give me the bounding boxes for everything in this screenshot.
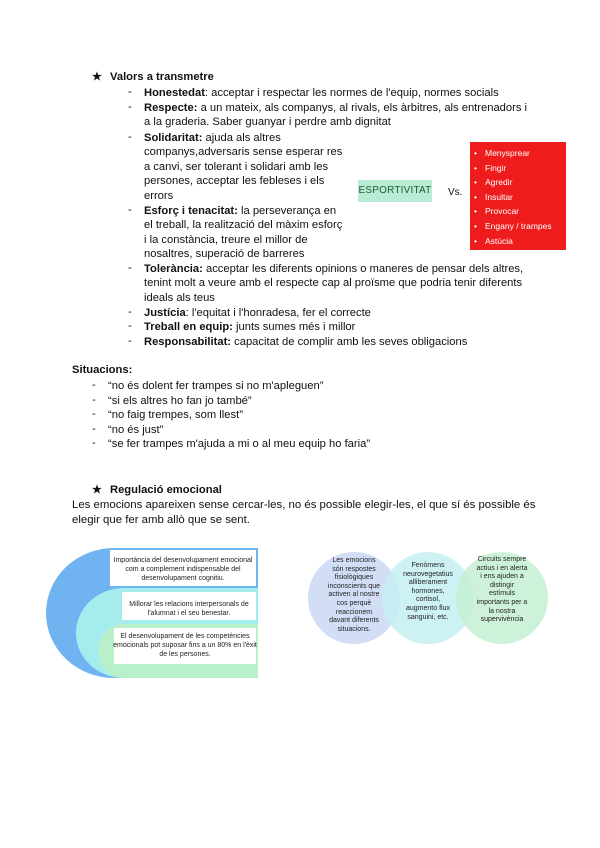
box-1-line: desenvolupament cognitiu. bbox=[141, 575, 225, 582]
value-label: Honestedat bbox=[144, 87, 205, 99]
venn-line: neurovegetatius bbox=[403, 570, 453, 578]
situation-item: “no faig trempes, som llest” bbox=[108, 409, 243, 421]
star-icon: ★ bbox=[92, 71, 103, 83]
list-dash: - bbox=[128, 101, 132, 113]
value-text: : l'equitat i l'honradesa, fer el correcte bbox=[185, 307, 371, 319]
list-dash: - bbox=[128, 306, 132, 318]
venn-line: Les emocions bbox=[332, 557, 376, 564]
value-continuation: nosaltres, superació de barreres bbox=[144, 248, 305, 260]
venn-line: Fenòmens bbox=[411, 562, 445, 569]
value-label: Justícia bbox=[144, 307, 186, 319]
venn-line: sanguini, etc. bbox=[407, 613, 449, 621]
situation-item: “no és just” bbox=[108, 424, 164, 436]
box-3-line: de les persones. bbox=[159, 651, 211, 658]
venn-line: reaccionem bbox=[335, 608, 373, 616]
venn-line: activen al nostre bbox=[328, 591, 380, 599]
esportivitat-box bbox=[358, 180, 432, 202]
list-dash: - bbox=[128, 320, 132, 332]
value-continuation: el treball, la realització del màxim esforç bbox=[144, 219, 343, 231]
situations-title: Situacions: bbox=[72, 364, 133, 376]
list-dash: - bbox=[92, 379, 96, 391]
list-dash: - bbox=[128, 204, 132, 216]
venn-line: estímuls bbox=[488, 590, 516, 598]
negative-text: Engany / trampes bbox=[485, 220, 552, 231]
esportivitat-label: ESPORTIVITAT bbox=[358, 185, 432, 196]
venn-line: hormones, bbox=[411, 587, 445, 595]
value-item bbox=[144, 86, 499, 101]
box-2-line: l'alumnat i el seu benestar. bbox=[147, 610, 231, 617]
negative-text: Provocar bbox=[485, 206, 520, 217]
box-1-line: com a complement indispensable del bbox=[125, 566, 241, 573]
value-item bbox=[144, 131, 281, 146]
star-icon: ★ bbox=[92, 484, 103, 496]
venn-line: fisiològiques bbox=[334, 574, 374, 582]
bullet-icon: • bbox=[474, 206, 477, 217]
value-item bbox=[144, 335, 467, 350]
negatives-box bbox=[470, 142, 566, 250]
venn-line: cos perquè bbox=[336, 599, 372, 607]
bullet-icon: • bbox=[474, 148, 477, 158]
situation-item: “no és dolent fer trampes si no m'apleguen” bbox=[108, 380, 324, 392]
bullet-icon: • bbox=[474, 191, 477, 202]
venn-line: Circuits sempre bbox=[477, 556, 527, 563]
value-label: Responsabilitat: bbox=[144, 336, 232, 348]
venn-circle-text bbox=[314, 557, 394, 634]
bullet-icon: • bbox=[474, 235, 477, 246]
box-2-line: Millorar les relacions interpersonals de bbox=[129, 601, 249, 608]
negative-text: Agredir bbox=[485, 177, 513, 188]
negative-item bbox=[474, 219, 566, 234]
value-continuation: ideals als teus bbox=[144, 292, 215, 304]
box-1-line: Importància del desenvolupament emocional bbox=[113, 557, 253, 564]
list-dash: - bbox=[128, 131, 132, 143]
value-item bbox=[144, 204, 336, 219]
value-text: : acceptar i respectar les normes de l'equip, normes socials bbox=[204, 87, 499, 99]
venn-line: supervivència bbox=[480, 616, 524, 624]
value-text: acceptar les diferents opinions o maneres de pensar dels altres, bbox=[202, 263, 524, 275]
venn-line: situacions. bbox=[337, 625, 371, 633]
venn-line: alliberament bbox=[408, 579, 448, 587]
venn-circle-text bbox=[462, 556, 542, 625]
values-title: Valors a transmetre bbox=[110, 71, 214, 83]
values-heading bbox=[92, 70, 214, 83]
value-text: ajuda als altres bbox=[202, 132, 281, 144]
box-2-text bbox=[122, 600, 256, 618]
regulation-line-2: elegir que fer amb allò que se sent. bbox=[72, 514, 250, 526]
bullet-icon: • bbox=[474, 177, 477, 188]
venn-line: augmento flux bbox=[406, 604, 450, 612]
list-dash: - bbox=[92, 394, 96, 406]
venn-line: inconscients que bbox=[327, 582, 381, 590]
venn-line: i ens ajuden a bbox=[480, 573, 524, 581]
bullet-icon: • bbox=[474, 220, 477, 231]
negative-item bbox=[474, 161, 566, 176]
negative-text: Fingir bbox=[485, 162, 507, 173]
value-text: junts sumes més i millor bbox=[232, 321, 356, 333]
vs-label: Vs. bbox=[448, 187, 463, 198]
negative-text: Insultar bbox=[485, 191, 513, 202]
venn-line: la nostra bbox=[488, 607, 516, 615]
value-item bbox=[144, 306, 371, 321]
value-label: Respecte: bbox=[144, 102, 198, 114]
box-3-text bbox=[112, 632, 258, 659]
value-continuation: tenint molt a veure amb el respecte cap al proïsme que podria tenir diferents bbox=[144, 277, 523, 289]
venn-circle-text bbox=[388, 562, 468, 622]
situation-item: “si els altres ho fan jo també” bbox=[108, 395, 252, 407]
box-3-line: emocionals pot suposar fins a un 80% en l'èxit bbox=[113, 642, 257, 649]
value-continuation: a canvi, ser tolerant i solidari amb les bbox=[144, 161, 329, 173]
venn-line: cortisol, bbox=[415, 596, 441, 604]
list-dash: - bbox=[128, 86, 132, 98]
list-dash: - bbox=[92, 423, 96, 435]
venn-line: importants per a bbox=[476, 598, 528, 606]
negative-item bbox=[474, 175, 566, 190]
regulation-heading bbox=[92, 483, 222, 496]
bullet-icon: • bbox=[474, 162, 477, 173]
value-text: capacitat de complir amb les seves obligacions bbox=[231, 336, 468, 348]
value-label: Treball en equip: bbox=[144, 321, 233, 333]
venn-line: davant diferents bbox=[329, 617, 379, 625]
list-dash: - bbox=[128, 262, 132, 274]
list-dash: - bbox=[128, 335, 132, 347]
venn-line: són respostes bbox=[332, 565, 376, 573]
value-item bbox=[144, 320, 355, 335]
negative-item bbox=[474, 146, 566, 161]
value-label: Solidaritat: bbox=[144, 132, 203, 144]
value-continuation: a la graderia. Saber guanyar i perdre amb dignitat bbox=[144, 116, 391, 128]
negatives-list bbox=[470, 142, 566, 248]
regulation-title: Regulació emocional bbox=[110, 484, 222, 496]
list-dash: - bbox=[92, 408, 96, 420]
value-label: Tolerància: bbox=[144, 263, 203, 275]
value-continuation: companys,adversaris sense esperar res bbox=[144, 146, 343, 158]
venn-line: distingir bbox=[489, 581, 515, 589]
regulation-line-1: Les emocions apareixen sense cercar-les, no és possible elegir-les, el que sí és possible és bbox=[72, 499, 536, 511]
value-continuation: errors bbox=[144, 190, 174, 202]
value-text: la perseverança en bbox=[237, 205, 337, 217]
value-item bbox=[144, 101, 527, 116]
situation-item: “se fer trampes m'ajuda a mi o al meu equip ho faria” bbox=[108, 438, 371, 450]
negative-item bbox=[474, 204, 566, 219]
negative-text: Menysprear bbox=[485, 148, 530, 158]
value-label: Esforç i tenacitat: bbox=[144, 205, 238, 217]
venn-line: actius i en alerta bbox=[476, 564, 528, 572]
value-text: a un mateix, als companys, al rivals, els àrbitres, als entrenadors i bbox=[197, 102, 528, 114]
list-dash: - bbox=[92, 437, 96, 449]
value-continuation: persones, acceptar les febleses i els bbox=[144, 175, 325, 187]
negative-text: Astúcia bbox=[485, 235, 513, 246]
box-1-text bbox=[110, 556, 256, 583]
box-3-line: El desenvolupament de les competències bbox=[120, 633, 250, 640]
value-item bbox=[144, 262, 523, 277]
negative-item bbox=[474, 234, 566, 249]
negative-item bbox=[474, 190, 566, 205]
value-continuation: i la constància, treure el millor de bbox=[144, 234, 308, 246]
